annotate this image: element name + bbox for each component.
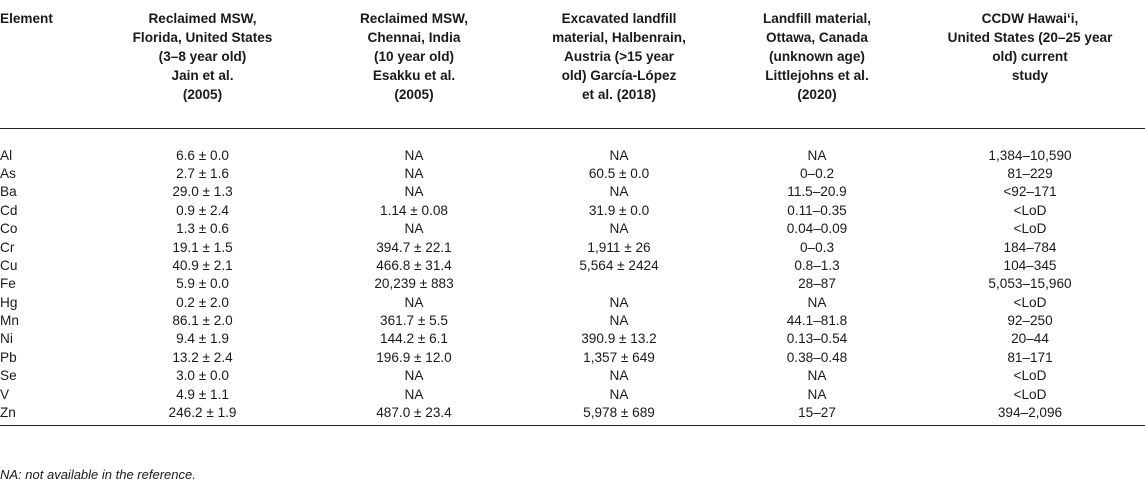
- value-cell: 5.9 ± 0.0: [176, 276, 229, 292]
- table-row: [0, 165, 1145, 183]
- value-cell: NA: [609, 221, 629, 237]
- header-line: Littlejohns et al.: [765, 68, 869, 83]
- header-line: Jain et al.: [171, 68, 234, 83]
- header-line: (10 year old): [373, 49, 455, 64]
- element-cell: Co: [0, 221, 18, 237]
- header-line: Chennai, India: [367, 30, 461, 45]
- value-cell: NA: [404, 184, 424, 200]
- element-cell: Ni: [0, 331, 13, 347]
- value-cell: 0.38–0.48: [786, 349, 848, 365]
- table-row: [0, 275, 1145, 293]
- value-cell: 184–784: [1003, 239, 1057, 255]
- header-line: Austria (>15 year: [564, 49, 674, 64]
- value-cell: <LoD: [1013, 221, 1047, 237]
- value-cell: 466.8 ± 31.4: [376, 257, 452, 273]
- value-cell: 6.6 ± 0.0: [176, 147, 229, 163]
- element-cell: Cd: [0, 202, 18, 218]
- table-row: [0, 238, 1145, 256]
- table-footnote: NA: not available in the reference.: [0, 467, 196, 482]
- table-row: [0, 385, 1145, 403]
- table-row: [0, 404, 1145, 426]
- value-cell: NA: [404, 368, 424, 384]
- header-line: et al. (2018): [581, 87, 657, 102]
- value-cell: <LoD: [1013, 294, 1047, 310]
- value-cell: NA: [609, 368, 629, 384]
- header-line: Landfill material,: [762, 11, 872, 26]
- value-cell: 1,357 ± 649: [583, 349, 655, 365]
- value-cell: <LoD: [1013, 386, 1047, 402]
- value-cell: 1,384–10,590: [988, 147, 1072, 163]
- table-row: [0, 183, 1145, 201]
- value-cell: <LoD: [1013, 368, 1047, 384]
- value-cell: 0–0.2: [799, 165, 835, 181]
- value-cell: 361.7 ± 5.5: [380, 313, 448, 329]
- header-line: Reclaimed MSW,: [359, 11, 469, 26]
- header-line: United States (20–25 year: [947, 30, 1113, 45]
- value-cell: 0.9 ± 2.4: [176, 202, 229, 218]
- header-line: Ottawa, Canada: [766, 30, 868, 45]
- element-cell: As: [0, 165, 16, 181]
- table-row: [0, 294, 1145, 312]
- value-cell: 60.5 ± 0.0: [588, 165, 650, 181]
- table-row: [0, 312, 1145, 330]
- value-cell: 487.0 ± 23.4: [309, 404, 519, 426]
- element-cell: Se: [0, 368, 17, 384]
- value-cell: 81–171: [1007, 349, 1053, 365]
- table-body: [0, 128, 1145, 425]
- value-cell: 29.0 ± 1.3: [172, 184, 233, 200]
- value-cell: 3.0 ± 0.0: [176, 368, 229, 384]
- spacer-row: [0, 128, 1145, 146]
- value-cell: 1.3 ± 0.6: [176, 221, 229, 237]
- value-cell: 5,053–15,960: [988, 276, 1072, 292]
- value-cell: NA: [609, 184, 629, 200]
- element-cell: Cr: [0, 239, 15, 255]
- value-cell: NA: [404, 221, 424, 237]
- value-cell: 0.04–0.09: [786, 221, 848, 237]
- value-cell: NA: [807, 147, 827, 163]
- value-cell: 2.7 ± 1.6: [176, 165, 229, 181]
- value-cell: NA: [609, 147, 629, 163]
- header-cell: [519, 0, 719, 128]
- value-cell: 81–229: [1007, 165, 1053, 181]
- element-cell: Hg: [0, 294, 18, 310]
- value-cell: NA: [404, 294, 424, 310]
- value-cell: NA: [404, 165, 424, 181]
- value-cell: NA: [609, 313, 629, 329]
- header-line: Excavated landfill: [561, 11, 677, 26]
- value-cell: <LoD: [1013, 202, 1047, 218]
- value-cell: 5,978 ± 689: [519, 404, 719, 426]
- header-line: old) current: [992, 49, 1068, 64]
- header-cell: [915, 0, 1145, 128]
- header-cell: [719, 0, 915, 128]
- value-cell: 1,911 ± 26: [587, 239, 651, 255]
- table-row: [0, 349, 1145, 367]
- value-cell: NA: [609, 294, 629, 310]
- value-cell: 20,239 ± 883: [374, 276, 454, 292]
- header-line: material, Halbenrain,: [552, 30, 686, 45]
- header-line: Element: [0, 11, 53, 26]
- value-cell: NA: [807, 368, 827, 384]
- header-line: study: [1011, 68, 1049, 83]
- header-cell: [0, 0, 96, 128]
- header-line: (2005): [182, 87, 223, 102]
- value-cell: 196.9 ± 12.0: [376, 349, 452, 365]
- value-cell: 92–250: [1007, 313, 1053, 329]
- element-cell: Zn: [0, 404, 96, 426]
- table-row: [0, 257, 1145, 275]
- value-cell: 0.13–0.54: [786, 331, 848, 347]
- table-row: [0, 220, 1145, 238]
- header-line: (2020): [797, 87, 837, 102]
- value-cell: 31.9 ± 0.0: [588, 202, 650, 218]
- header-line: Esakku et al.: [372, 68, 456, 83]
- value-cell: NA: [807, 294, 827, 310]
- header-line: CCDW Hawaiʻi,: [981, 11, 1079, 26]
- value-cell: 15–27: [719, 404, 915, 426]
- header-cell: [309, 0, 519, 128]
- value-cell: [519, 275, 719, 293]
- value-cell: 20–44: [1011, 331, 1049, 347]
- spacer-cell: [0, 128, 1145, 146]
- value-cell: 0.8–1.3: [794, 257, 840, 273]
- header-line: old) García-López: [561, 68, 677, 83]
- value-cell: 44.1–81.8: [786, 313, 848, 329]
- value-cell: 5,564 ± 2424: [579, 257, 659, 273]
- element-cell: Pb: [0, 349, 17, 365]
- value-cell: 394.7 ± 22.1: [376, 239, 452, 255]
- header-line: (unknown age): [769, 49, 865, 64]
- value-cell: 144.2 ± 6.1: [380, 331, 448, 347]
- element-cell: Mn: [0, 313, 19, 329]
- header-line: Florida, United States: [132, 30, 273, 45]
- value-cell: 104–345: [1003, 257, 1057, 273]
- value-cell: 0.2 ± 2.0: [176, 294, 229, 310]
- table-row: [0, 202, 1145, 220]
- value-cell: 390.9 ± 13.2: [581, 331, 657, 347]
- header-line: (3–8 year old): [158, 49, 247, 64]
- value-cell: 0–0.3: [799, 239, 835, 255]
- value-cell: 1.14 ± 0.08: [380, 202, 448, 218]
- header-cell: [96, 0, 309, 128]
- value-cell: 246.2 ± 1.9: [96, 404, 309, 426]
- value-cell: NA: [609, 386, 629, 402]
- value-cell: 40.9 ± 2.1: [172, 257, 233, 273]
- table-header-row: [0, 0, 1145, 128]
- header-line: Reclaimed MSW,: [148, 11, 257, 26]
- element-cell: Al: [0, 147, 13, 163]
- value-cell: 19.1 ± 1.5: [172, 239, 233, 255]
- value-cell: 13.2 ± 2.4: [172, 349, 233, 365]
- value-cell: 4.9 ± 1.1: [176, 386, 229, 402]
- header-line: (2005): [394, 87, 434, 102]
- element-cell: Ba: [0, 184, 17, 200]
- table-row: [0, 330, 1145, 348]
- value-cell: NA: [404, 386, 424, 402]
- value-cell: 9.4 ± 1.9: [176, 331, 229, 347]
- element-cell: V: [0, 386, 10, 402]
- value-cell: 394–2,096: [915, 404, 1145, 426]
- value-cell: <92–171: [1003, 184, 1057, 200]
- value-cell: 28–87: [798, 276, 836, 292]
- value-cell: 86.1 ± 2.0: [172, 313, 233, 329]
- element-cell: Cu: [0, 257, 18, 273]
- element-cell: Fe: [0, 276, 16, 292]
- value-cell: NA: [807, 386, 827, 402]
- value-cell: NA: [404, 147, 424, 163]
- value-cell: 11.5–20.9: [787, 184, 847, 200]
- table-row: [0, 146, 1145, 164]
- table-row: [0, 367, 1145, 385]
- value-cell: 0.11–0.35: [787, 202, 847, 218]
